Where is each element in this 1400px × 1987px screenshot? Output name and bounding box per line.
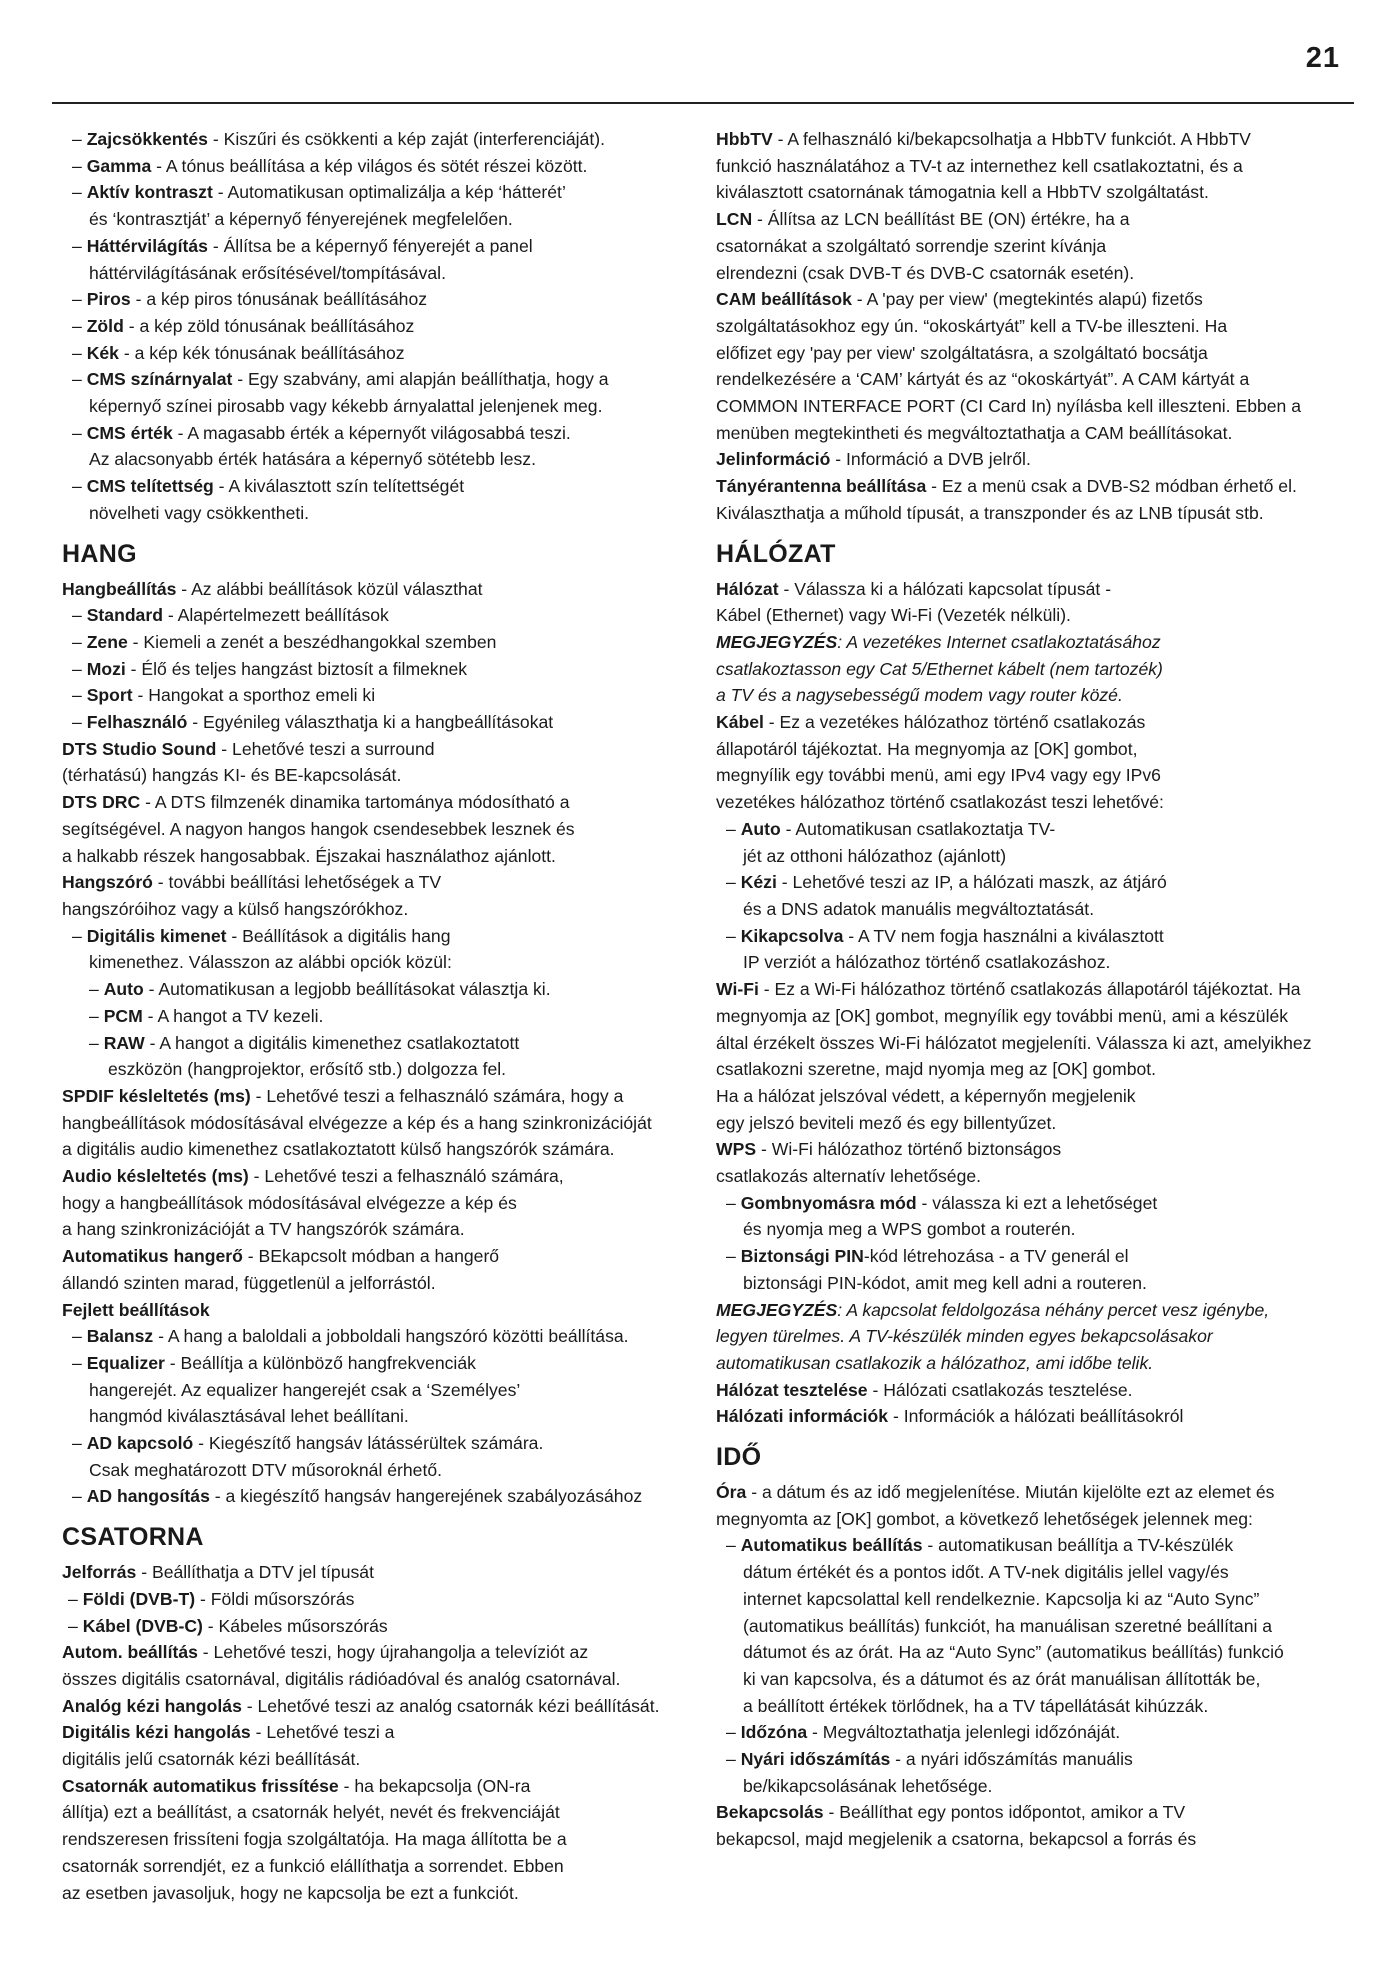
dash: – <box>72 1326 87 1347</box>
description: - Válassza ki a hálózati kapcsolat típusát - <box>778 578 1112 599</box>
term-line <box>716 576 1352 603</box>
term: Biztonsági PIN <box>740 1246 864 1267</box>
dash: – <box>89 1005 104 1026</box>
description: - Információk a hálózati beállításokról <box>888 1406 1184 1427</box>
text-line: megnyomja az [OK] gombot, megnyílik egy további menü, ami a készülék <box>716 1005 1289 1026</box>
text-line: IP verziót a hálózathoz történő csatlakozáshoz. <box>743 952 1111 973</box>
list-item <box>62 656 702 683</box>
dash: – <box>72 605 87 626</box>
term: Digitális kézi hangolás <box>62 1722 251 1743</box>
description: - Megváltoztathatja jelenlegi időzónáját. <box>807 1722 1121 1743</box>
text-line: a beállított értékek törlődnek, ha a TV tápellátását kihúzzák. <box>743 1695 1209 1716</box>
term: DTS Studio Sound <box>62 738 217 759</box>
section-heading: IDŐ <box>716 1443 762 1472</box>
description: - Információ a DVB jelről. <box>830 449 1031 470</box>
dash: – <box>72 1433 87 1454</box>
list-item <box>716 1719 1352 1746</box>
text-line: automatikusan csatlakozik a hálózathoz, ami időbe telik. <box>716 1352 1154 1373</box>
term: Mozi <box>86 658 126 679</box>
term: Jelforrás <box>62 1562 137 1583</box>
term: LCN <box>716 209 753 230</box>
description: - Hangokat a sporthoz emeli ki <box>132 685 376 706</box>
dash: – <box>726 1192 741 1213</box>
text-line: digitális jelű csatornák kézi beállítását. <box>62 1749 361 1770</box>
text-line: és ‘kontrasztját’ a képernyő fényerejének megfelelően. <box>89 209 513 230</box>
description: - A magasabb érték a képernyőt világosabbá teszi. <box>172 422 571 443</box>
list-item <box>62 629 702 656</box>
list-item <box>62 1613 702 1640</box>
description: - A TV nem fogja használni a kiválasztott <box>843 925 1164 946</box>
dash: – <box>72 235 87 256</box>
description: -kód létrehozása - a TV generál el <box>863 1246 1129 1267</box>
term: Hangbeállítás <box>62 578 177 599</box>
text-line: dátum értékét és a pontos időt. A TV-nek digitális jellel vagy/és <box>743 1562 1229 1583</box>
term-line <box>716 1297 1352 1324</box>
text-line: csatornákat a szolgáltató sorrendje szerint kívánja <box>716 235 1107 256</box>
description: - Lehetővé teszi a felhasználó számára, hogy a <box>250 1085 624 1106</box>
text-line: ki van kapcsolva, és a dátumot és az órát manuálisan állították be, <box>743 1668 1261 1689</box>
text-line: háttérvilágításának erősítésével/tompításával. <box>89 262 446 283</box>
text-line: legyen türelmes. A TV-készülék minden egyes bekapcsolásakor <box>716 1326 1213 1347</box>
section-heading: HÁLÓZAT <box>716 539 836 568</box>
term-line <box>62 1773 702 1800</box>
text-line: hangszóróihoz vagy a külső hangszórókhoz. <box>62 898 409 919</box>
text-line: a TV és a nagysebességű modem vagy router közé. <box>716 685 1123 706</box>
dash: – <box>726 1749 741 1770</box>
term: Hálózat <box>716 578 779 599</box>
list-item <box>62 1483 702 1510</box>
description: - Lehetővé teszi a felhasználó számára, <box>248 1166 564 1187</box>
dash: – <box>72 685 87 706</box>
dash: – <box>726 1722 741 1743</box>
term: Balansz <box>86 1326 154 1347</box>
term: CMS érték <box>86 422 173 443</box>
description: - válassza ki ezt a lehetőséget <box>916 1192 1158 1213</box>
term: Aktív kontraszt <box>86 182 213 203</box>
term: SPDIF késleltetés (ms) <box>62 1085 251 1106</box>
description: - a kép piros tónusának beállításához <box>130 289 428 310</box>
dash: – <box>72 289 87 310</box>
text-line: és a DNS adatok manuális megváltoztatását. <box>743 898 1095 919</box>
list-item <box>62 473 702 500</box>
term: Audio késleltetés (ms) <box>62 1166 249 1187</box>
description: - Kiegészítő hangsáv látássérültek számára. <box>193 1433 544 1454</box>
list-item <box>62 153 702 180</box>
page-number: 21 <box>1305 42 1340 74</box>
text-line: Kiválaszthatja a műhold típusát, a transzponder és az LNB típusát stb. <box>716 502 1264 523</box>
list-item <box>62 1430 702 1457</box>
list-item <box>62 179 702 206</box>
term: Equalizer <box>86 1352 165 1373</box>
term-line <box>716 629 1352 656</box>
term: Sport <box>86 685 133 706</box>
description: - A felhasználó ki/bekapcsolhatja a HbbTV funkciót. A HbbTV <box>772 129 1251 149</box>
description: - a dátum és az idő megjelenítése. Miután kijelölte ezt az elemet és <box>746 1482 1275 1503</box>
term: Nyári időszámítás <box>740 1749 891 1770</box>
text-line: Csak meghatározott DTV műsoroknál érhető. <box>89 1459 443 1480</box>
description: - Beállítások a digitális hang <box>226 925 451 946</box>
text-line: eszközön (hangprojektor, erősítő stb.) dolgozza fel. <box>108 1059 507 1080</box>
description: - a kiegészítő hangsáv hangerejének szabályozásához <box>209 1486 643 1507</box>
header-rule <box>52 102 1354 104</box>
dash: – <box>72 342 87 363</box>
text-line: csatlakozás alternatív lehetősége. <box>716 1166 982 1187</box>
term: Auto <box>103 979 144 1000</box>
list-item <box>716 923 1352 950</box>
dash: – <box>72 315 87 336</box>
dash: – <box>72 129 87 149</box>
description: - A hang a baloldali a jobboldali hangszóró közötti beállítása. <box>153 1326 629 1347</box>
term: CMS telítettség <box>86 476 214 497</box>
description: - Lehetővé teszi az IP, a hálózati maszk, az átjáró <box>776 872 1167 893</box>
term: Kábel <box>716 712 764 733</box>
description: - Beállítja a különböző hangfrekvenciák <box>164 1352 476 1373</box>
dash: – <box>72 1352 87 1373</box>
term-line <box>716 976 1352 1003</box>
term: Fejlett beállítások <box>62 1299 210 1320</box>
term-line <box>62 1693 702 1720</box>
description: - Automatikusan a legjobb beállításokat választja ki. <box>143 979 551 1000</box>
description: - Földi műsorszórás <box>195 1588 355 1609</box>
term: CMS színárnyalat <box>86 369 233 390</box>
text-line: Az alacsonyabb érték hatására a képernyő sötétebb lesz. <box>89 449 536 470</box>
description: - további beállítási lehetőségek a TV <box>152 872 442 893</box>
text-line: egy jelszó beviteli mező és egy billentyűzet. <box>716 1112 1057 1133</box>
description: - Ez a menü csak a DVB-S2 módban érhető el. <box>926 476 1297 497</box>
term: PCM <box>103 1005 143 1026</box>
term: RAW <box>103 1032 145 1053</box>
description: - Lehetővé teszi, hogy újrahangolja a televíziót az <box>197 1642 589 1663</box>
text-line: kiválasztott csatornának támogatnia kell a HbbTV szolgáltatást. <box>716 182 1209 203</box>
list-item <box>62 976 702 1003</box>
text-line: rendelkezésére a ‘CAM’ kártyát és az “okoskártyát”. A CAM kártyát a <box>716 369 1250 390</box>
description: - Alapértelmezett beállítások <box>162 605 389 626</box>
text-line: hangerejét. Az equalizer hangerejét csak a ‘Személyes’ <box>89 1379 521 1400</box>
term-line <box>716 206 1352 233</box>
section-heading: HANG <box>62 539 137 568</box>
text-line: a hang szinkronizációját a TV hangszórók számára. <box>62 1219 465 1240</box>
dash: – <box>72 712 87 733</box>
term: Jelinformáció <box>716 449 831 470</box>
list-item <box>62 602 702 629</box>
description: - Ez a vezetékes hálózathoz történő csatlakozás <box>763 712 1146 733</box>
term: Gamma <box>86 155 152 176</box>
list-item <box>62 923 702 950</box>
text-line: hogy a hangbeállítások módosításával elvégezze a kép és <box>62 1192 517 1213</box>
description: - Automatikusan csatlakoztatja TV- <box>780 818 1056 839</box>
text-line: a halkabb részek hangosabbak. Éjszakai használathoz ajánlott. <box>62 845 556 866</box>
term: Időzóna <box>740 1722 808 1743</box>
text-line: be/kikapcsolásának lehetősége. <box>743 1775 993 1796</box>
list-item <box>62 420 702 447</box>
description: : A vezetékes Internet csatlakoztatásához <box>837 631 1161 652</box>
term-line <box>62 1559 702 1586</box>
description: - a nyári időszámítás manuális <box>890 1749 1133 1770</box>
dash: – <box>726 1535 741 1556</box>
description: - Automatikusan optimalizálja a kép ‘hátterét’ <box>212 182 566 203</box>
term-line <box>716 446 1352 473</box>
dash: – <box>68 1615 83 1636</box>
term: Zöld <box>86 315 124 336</box>
section-heading: CSATORNA <box>62 1523 204 1552</box>
term: MEGJEGYZÉS <box>716 1299 838 1320</box>
list-item <box>716 1532 1352 1559</box>
term-line <box>62 1163 702 1190</box>
term: Tányérantenna beállítása <box>716 476 927 497</box>
term: Analóg kézi hangolás <box>62 1695 242 1716</box>
text-line: kimenethez. Válasszon az alábbi opciók közül: <box>89 952 452 973</box>
list-item <box>62 1350 702 1377</box>
text-line: hangbeállítások módosításával elvégezze a kép és a hang szinkronizációját <box>62 1112 652 1133</box>
text-line: állandó szinten marad, függetlenül a jelforrástól. <box>62 1272 436 1293</box>
text-line: rendszeresen frissíteni fogja szolgáltatója. Ha maga állította be a <box>62 1829 567 1850</box>
list-item <box>716 816 1352 843</box>
term: Wi-Fi <box>716 979 759 1000</box>
text-line: megnyílik egy további menü, ami egy IPv4 vagy egy IPv6 <box>716 765 1161 786</box>
term: Standard <box>86 605 163 626</box>
text-line: elrendezni (csak DVB-T és DVB-C csatornák esetén). <box>716 262 1135 283</box>
text-line: képernyő színei pirosabb vagy kékebb árnyalattal jelenjenek meg. <box>89 396 603 417</box>
text-line: menüben megtekintheti és megváltoztathatja a CAM beállításokat. <box>716 422 1233 443</box>
term: Piros <box>86 289 131 310</box>
term: Hálózati információk <box>716 1406 889 1427</box>
description: - Állítsa az LCN beállítást BE (ON) értékre, ha a <box>752 209 1130 230</box>
text-line: és nyomja meg a WPS gombot a routerén. <box>743 1219 1076 1240</box>
description: - A kiválasztott szín telítettségét <box>213 476 465 497</box>
description: - A 'pay per view' (megtekintés alapú) fizetős <box>851 289 1203 310</box>
text-line: csatlakoztasson egy Cat 5/Ethernet kábelt (nem tartozék) <box>716 658 1163 679</box>
text-line: szolgáltatásokhoz egy ún. “okoskártyát” kell a TV-be illeszteni. Ha <box>716 315 1228 336</box>
list-item <box>62 709 702 736</box>
term-line <box>716 1136 1352 1163</box>
text-line: csatornák sorrendjét, ez a funkció elállíthatja a sorrendet. Ebben <box>62 1855 564 1876</box>
term: Bekapcsolás <box>716 1802 824 1823</box>
term: AD kapcsoló <box>86 1433 194 1454</box>
text-line: Kábel (Ethernet) vagy Wi-Fi (Vezeték nélküli). <box>716 605 1071 626</box>
description: : A kapcsolat feldolgozása néhány percet vesz igénybe, <box>837 1299 1270 1320</box>
term: Auto <box>740 818 781 839</box>
text-line: állapotáról tájékoztat. Ha megnyomja az [OK] gombot, <box>716 738 1138 759</box>
description: - Wi-Fi hálózathoz történő biztonságos <box>756 1139 1062 1160</box>
text-line: jét az otthoni hálózathoz (ajánlott) <box>743 845 1007 866</box>
text-line: hangmód kiválasztásával lehet beállítani. <box>89 1406 409 1427</box>
description: - Lehetővé teszi az analóg csatornák kézi beállítását. <box>241 1695 660 1716</box>
left-column <box>62 126 702 1906</box>
term: Kézi <box>740 872 777 893</box>
term-line <box>62 736 702 763</box>
text-line: az esetben javasoljuk, hogy ne kapcsolja be ezt a funkciót. <box>62 1882 519 1903</box>
term-line <box>716 709 1352 736</box>
term-line <box>62 869 702 896</box>
text-line: Ha a hálózat jelszóval védett, a képernyőn megjelenik <box>716 1085 1136 1106</box>
text-line: bekapcsol, majd megjelenik a csatorna, bekapcsol a forrás és <box>716 1829 1197 1850</box>
text-line: megnyomta az [OK] gombot, a következő lehetőségek jelennek meg: <box>716 1508 1253 1529</box>
dash: – <box>72 631 87 652</box>
term-line <box>62 1297 702 1324</box>
list-item <box>716 1243 1352 1270</box>
text-line: csatlakozni szeretne, majd nyomja meg az [OK] gombot. <box>716 1059 1157 1080</box>
term: Óra <box>716 1482 747 1503</box>
term: Csatornák automatikus frissítése <box>62 1775 339 1796</box>
list-item <box>62 682 702 709</box>
text-line: állítja) ezt a beállítást, a csatornák helyét, nevét és frekvenciáját <box>62 1802 560 1823</box>
term-line <box>62 576 702 603</box>
dash: – <box>726 1246 741 1267</box>
term: CAM beállítások <box>716 289 852 310</box>
dash: – <box>726 818 741 839</box>
term: Zene <box>86 631 128 652</box>
term-line <box>62 1243 702 1270</box>
dash: – <box>72 925 87 946</box>
dash: – <box>726 872 741 893</box>
term: Kék <box>86 342 119 363</box>
text-line: internet kapcsolattal kell rendelkeznie. Kapcsolja ki az “Auto Sync” <box>743 1588 1260 1609</box>
text-line: biztonsági PIN-kódot, amit meg kell adni a routeren. <box>743 1272 1147 1293</box>
description: - A hangot a TV kezeli. <box>142 1005 324 1026</box>
description: - Beállíthatja a DTV jel típusát <box>136 1562 374 1583</box>
description: - Kiemeli a zenét a beszédhangokkal szemben <box>127 631 497 652</box>
term: Hálózat tesztelése <box>716 1379 868 1400</box>
text-line: (térhatású) hangzás KI- és BE-kapcsolását. <box>62 765 402 786</box>
right-column <box>716 126 1352 1853</box>
description: - Egyénileg választhatja ki a hangbeállításokat <box>187 712 554 733</box>
description: - automatikusan beállítja a TV-készülék <box>922 1535 1234 1556</box>
description: - Beállíthat egy pontos időpontot, amikor a TV <box>823 1802 1186 1823</box>
dash: – <box>72 658 87 679</box>
description: - Lehetővé teszi a surround <box>216 738 435 759</box>
term: HbbTV <box>716 129 773 149</box>
term: Felhasználó <box>86 712 188 733</box>
dash: – <box>72 1486 87 1507</box>
list-item <box>62 1586 702 1613</box>
description: - Kiszűri és csökkenti a kép zaját (interferenciáját). <box>207 129 605 149</box>
dash: – <box>72 369 87 390</box>
term-line <box>716 1377 1352 1404</box>
text-line: dátumot és az órát. Ha az “Auto Sync” (automatikus beállítás) funkció <box>743 1642 1284 1663</box>
dash: – <box>89 979 104 1000</box>
term: Automatikus beállítás <box>740 1535 923 1556</box>
term-line <box>716 286 1352 313</box>
text-line: segítségével. A nagyon hangos hangok csendesebbek lesznek és <box>62 818 575 839</box>
list-item <box>716 1746 1352 1773</box>
description: - Ez a Wi-Fi hálózathoz történő csatlakozás állapotáról tájékoztat. Ha <box>758 979 1301 1000</box>
list-item <box>62 313 702 340</box>
term: Autom. beállítás <box>62 1642 198 1663</box>
description: - Kábeles műsorszórás <box>202 1615 388 1636</box>
description: - BEkapcsolt módban a hangerő <box>242 1246 500 1267</box>
text-line: (automatikus beállítás) funkciót, ha manuálisan szeretné beállítani a <box>743 1615 1273 1636</box>
dash: – <box>72 476 87 497</box>
term: Kikapcsolva <box>740 925 844 946</box>
description: - Állítsa be a képernyő fényerejét a panel <box>207 235 533 256</box>
description: - A tónus beállítása a kép világos és sötét részei között. <box>151 155 588 176</box>
term-line <box>716 1799 1352 1826</box>
term: Háttérvilágítás <box>86 235 208 256</box>
text-line: összes digitális csatornával, digitális rádióadóval és analóg csatornával. <box>62 1668 621 1689</box>
text-line: a digitális audio kimenethez csatlakoztatott külső hangszórók számára. <box>62 1139 615 1160</box>
term: MEGJEGYZÉS <box>716 631 838 652</box>
description: - A DTS filmzenék dinamika tartománya módosítható a <box>140 792 570 813</box>
text-line: által érzékelt összes Wi-Fi hálózatot megjeleníti. Válassza ki azt, amelyikhez <box>716 1032 1312 1053</box>
description: - Lehetővé teszi a <box>250 1722 395 1743</box>
description: - Hálózati csatlakozás tesztelése. <box>867 1379 1133 1400</box>
list-item <box>62 1030 702 1057</box>
text-line: vezetékes hálózathoz történő csatlakozást teszi lehetővé: <box>716 792 1164 813</box>
term: Gombnyomásra mód <box>740 1192 917 1213</box>
term-line <box>62 1719 702 1746</box>
dash: – <box>68 1588 83 1609</box>
term-line <box>62 1639 702 1666</box>
list-item <box>62 340 702 367</box>
list-item <box>62 1323 702 1350</box>
term: AD hangosítás <box>86 1486 210 1507</box>
list-item <box>62 126 702 153</box>
term: WPS <box>716 1139 757 1160</box>
term: Automatikus hangerő <box>62 1246 243 1267</box>
description: - a kép kék tónusának beállításához <box>118 342 405 363</box>
term-line <box>62 1083 702 1110</box>
text-line: COMMON INTERFACE PORT (CI Card In) nyílásba kell illeszteni. Ebben a <box>716 396 1302 417</box>
text-line: növelheti vagy csökkentheti. <box>89 502 310 523</box>
term: Kábel (DVB-C) <box>82 1615 203 1636</box>
list-item <box>62 366 702 393</box>
term: DTS DRC <box>62 792 141 813</box>
description: - ha bekapcsolja (ON-ra <box>338 1775 531 1796</box>
description: - Élő és teljes hangzást biztosít a filmeknek <box>125 658 468 679</box>
term-line <box>62 789 702 816</box>
list-item <box>716 1190 1352 1217</box>
term-line <box>716 1403 1352 1430</box>
term: Digitális kimenet <box>86 925 227 946</box>
dash: – <box>72 422 87 443</box>
term: Hangszóró <box>62 872 153 893</box>
description: - a kép zöld tónusának beállításához <box>123 315 415 336</box>
text-line: funkció használatához a TV-t az internethez kell csatlakoztatni, és a <box>716 155 1243 176</box>
list-item <box>62 233 702 260</box>
term: Földi (DVB-T) <box>82 1588 196 1609</box>
list-item <box>62 1003 702 1030</box>
description: - A hangot a digitális kimenethez csatlakoztatott <box>144 1032 520 1053</box>
description: - Egy szabvány, ami alapján beállíthatja, hogy a <box>232 369 609 390</box>
text-line: előfizet egy 'pay per view' szolgáltatásra, a szolgáltató bocsátja <box>716 342 1208 363</box>
list-item <box>716 869 1352 896</box>
term-line <box>716 1479 1352 1506</box>
term-line <box>716 473 1352 500</box>
dash: – <box>726 925 741 946</box>
term-line <box>716 126 1352 153</box>
dash: – <box>72 182 87 203</box>
list-item <box>62 286 702 313</box>
term: Zajcsökkentés <box>86 129 208 149</box>
dash: – <box>72 155 87 176</box>
description: - Az alábbi beállítások közül választhat <box>176 578 483 599</box>
dash: – <box>89 1032 104 1053</box>
